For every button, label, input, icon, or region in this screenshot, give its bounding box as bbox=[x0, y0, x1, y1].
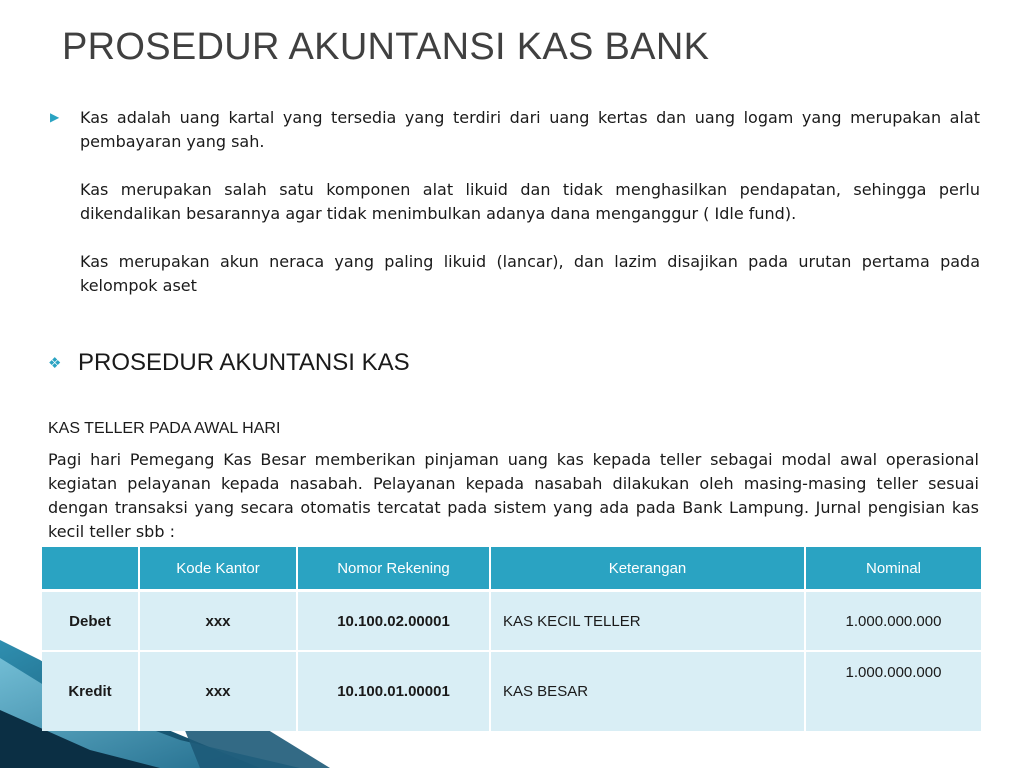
nominal-cell: 1.000.000.000 bbox=[805, 651, 982, 731]
slide-title: PROSEDUR AKUNTANSI KAS BANK bbox=[62, 26, 710, 68]
triangle-right-icon: ▶ bbox=[50, 110, 60, 124]
header-keterangan: Keterangan bbox=[490, 547, 805, 591]
sub-heading: KAS TELLER PADA AWAL HARI bbox=[48, 420, 281, 437]
nominal-cell: 1.000.000.000 bbox=[805, 591, 982, 652]
table-row bbox=[42, 651, 982, 731]
header-cell-empty bbox=[42, 547, 139, 591]
bullet-list bbox=[48, 106, 980, 298]
body-paragraph: Pagi hari Pemegang Kas Besar memberikan pinjaman uang kas kepada teller sebagai modal awal operasional kegiatan pelayanan kepada nasabah. Pelayanan kepada nasabah dilakukan oleh masing-masing teller sesuai dengan transaksi yang secara otomatis tercatat pada sistem yang ada pada Bank Lampung. Jurnal pengisian kas kecil teller sbb : bbox=[48, 450, 979, 541]
journal-table bbox=[42, 547, 983, 731]
section-heading-text: PROSEDUR AKUNTANSI KAS bbox=[78, 349, 410, 376]
paragraph-kas-component: Kas merupakan salah satu komponen alat likuid dan tidak menghasilkan pendapatan, sehingga perlu dikendalikan besarannya agar tidak menimbulkan adanya dana menganggur ( Idle fund). bbox=[80, 180, 980, 223]
kode-kantor-cell: xxx bbox=[139, 591, 297, 652]
bullet-paragraphs bbox=[80, 106, 980, 298]
header-nominal: Nominal bbox=[805, 547, 982, 591]
row-type-cell: Kredit bbox=[42, 651, 139, 731]
bullet-item bbox=[48, 106, 980, 298]
nomor-rekening-cell: 10.100.02.00001 bbox=[297, 591, 490, 652]
table-header-row bbox=[42, 547, 982, 591]
section-heading bbox=[48, 349, 410, 377]
kode-kantor-cell: xxx bbox=[139, 651, 297, 731]
paragraph-kas-balance: Kas merupakan akun neraca yang paling likuid (lancar), dan lazim disajikan pada urutan pertama pada kelompok aset bbox=[80, 252, 980, 295]
diamond-icon: ❖ bbox=[48, 354, 62, 372]
keterangan-cell: KAS KECIL TELLER bbox=[490, 591, 805, 652]
row-type-cell: Debet bbox=[42, 591, 139, 652]
keterangan-cell: KAS BESAR bbox=[490, 651, 805, 731]
header-nomor-rekening: Nomor Rekening bbox=[297, 547, 490, 591]
nomor-rekening-cell: 10.100.01.00001 bbox=[297, 651, 490, 731]
header-kode-kantor: Kode Kantor bbox=[139, 547, 297, 591]
paragraph-kas-definition: Kas adalah uang kartal yang tersedia yang terdiri dari uang kertas dan uang logam yang merupakan alat pembayaran yang sah. bbox=[80, 108, 980, 151]
table-row bbox=[42, 591, 982, 652]
